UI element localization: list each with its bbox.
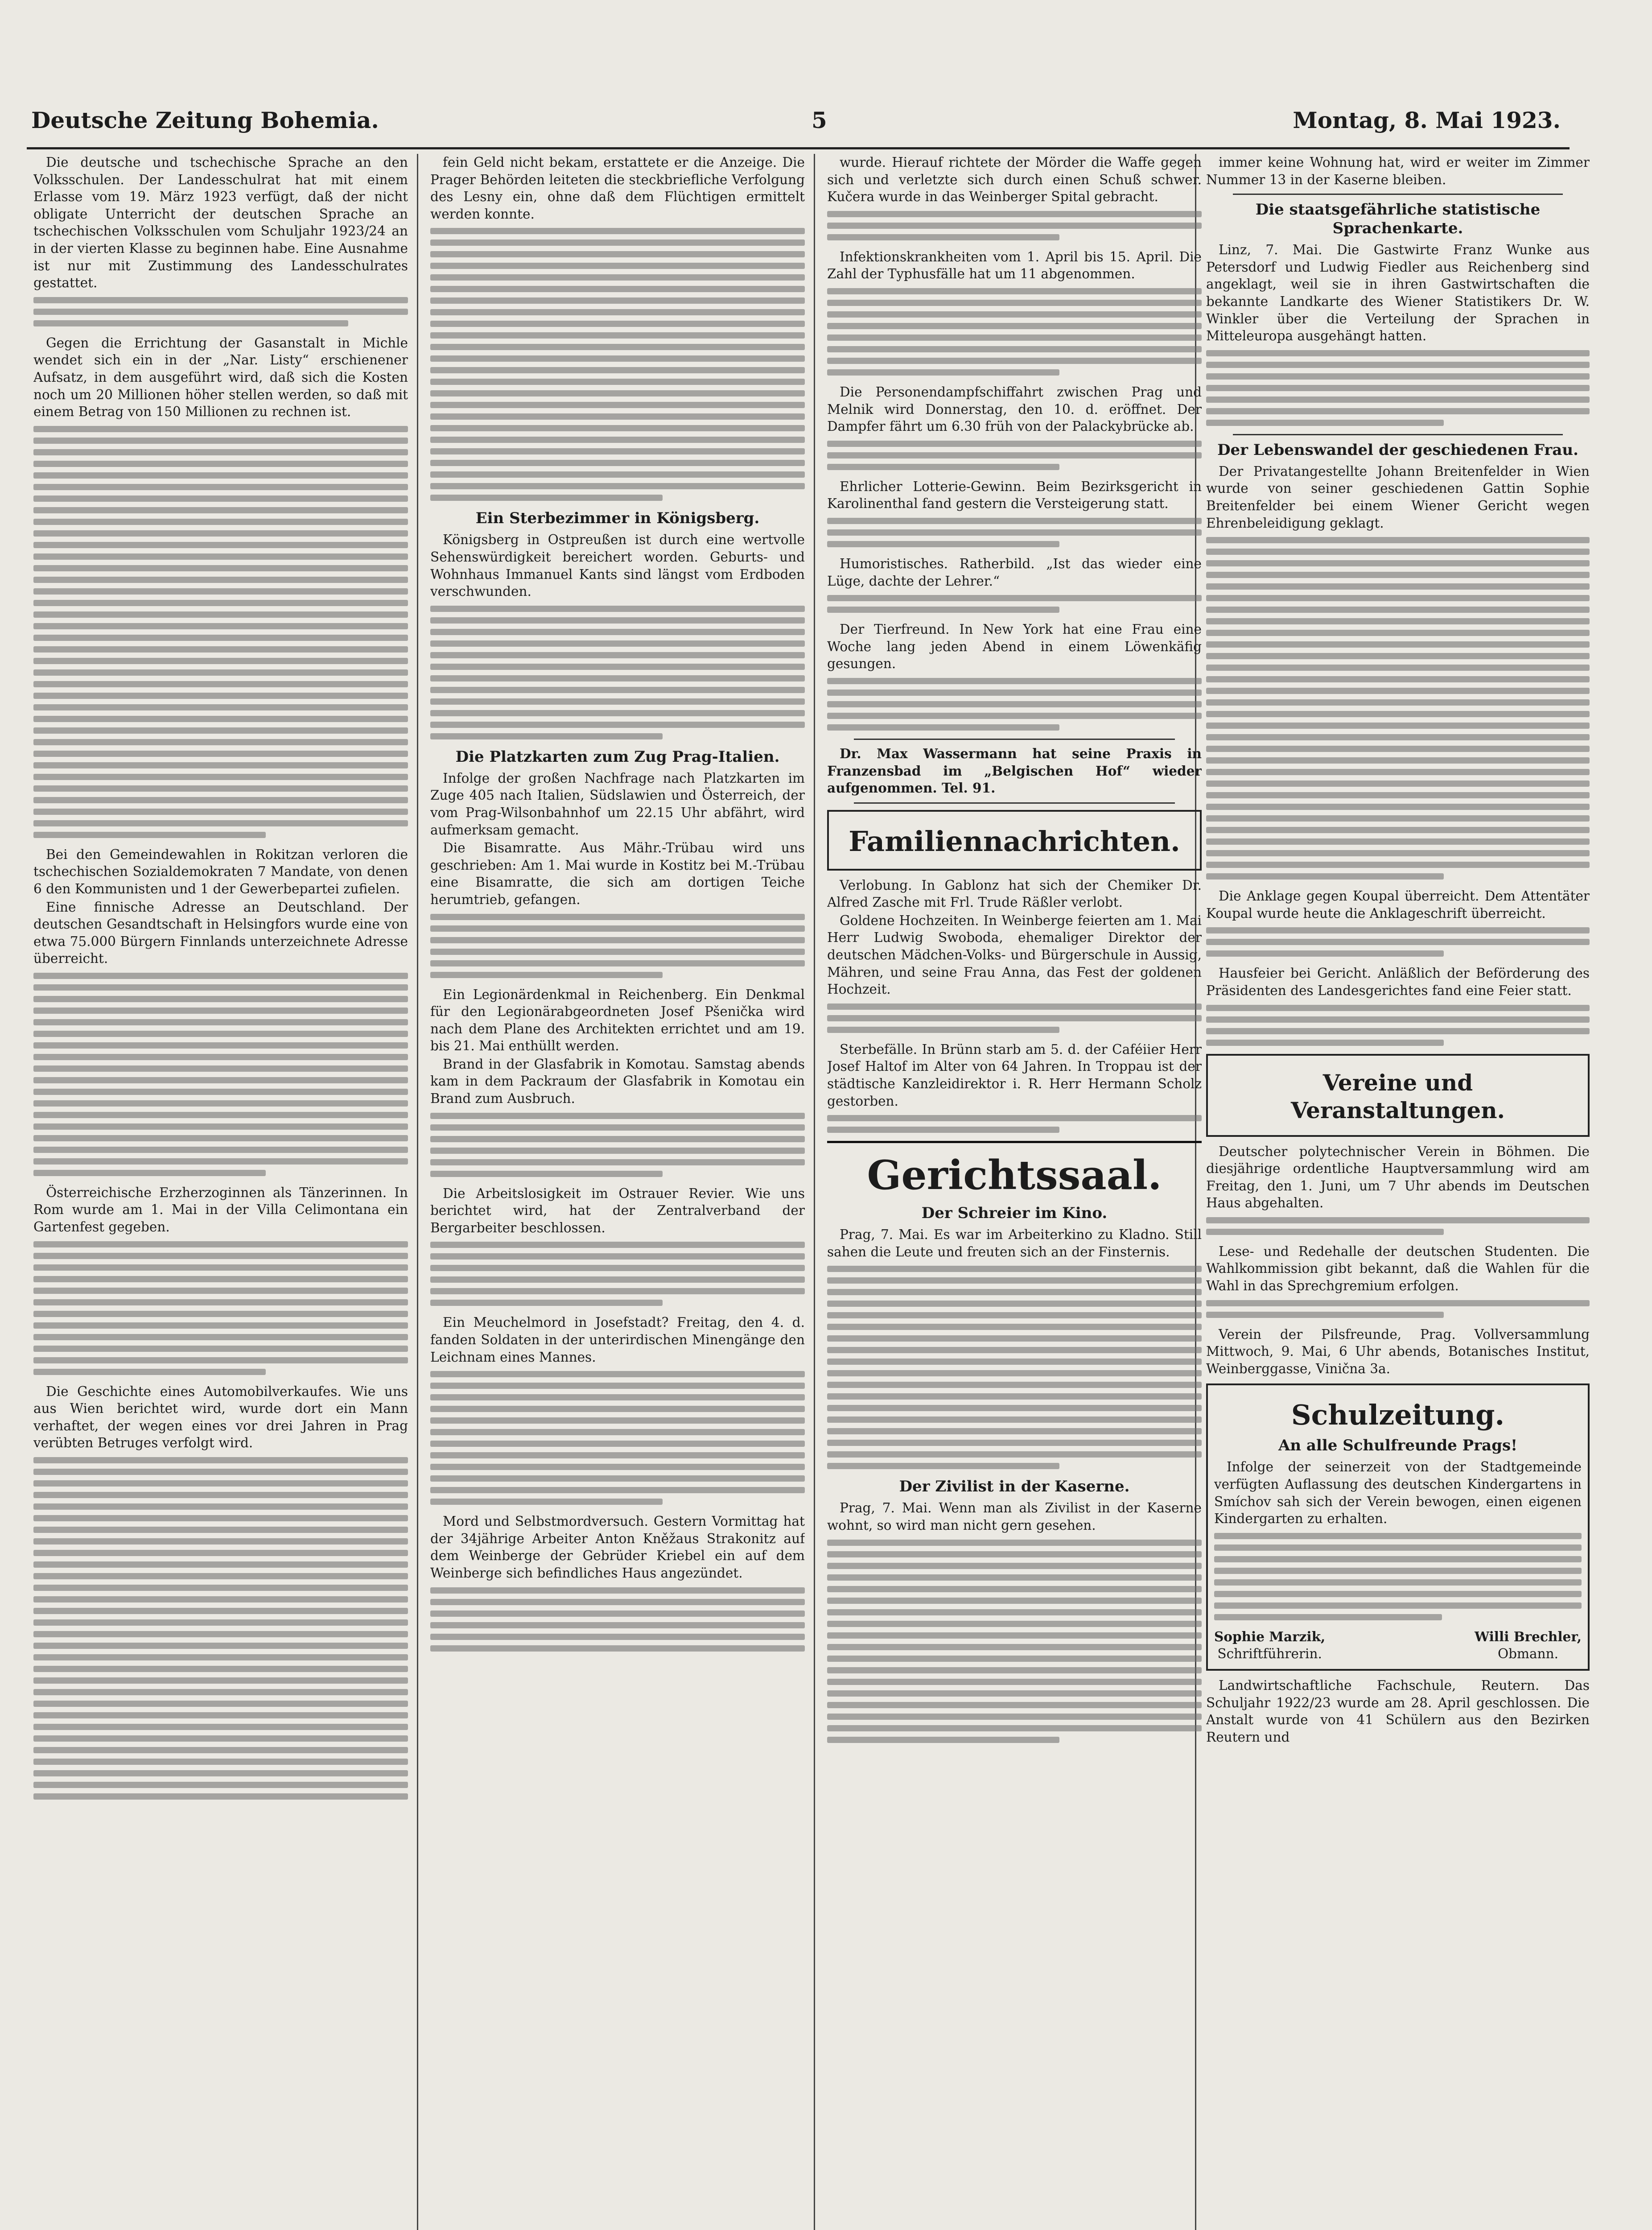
divider <box>1233 434 1563 435</box>
article-paragraph: Österreichische Erzherzoginnen als Tänzerinnen. In Rom wurde am 1. Mai in der Villa Celimontana ein Gartenfest gegeben. <box>33 1185 408 1235</box>
article-paragraph: Gegen die Errichtung der Gasanstalt in Michle wendet sich ein in der „Nar. Listy“ erschienener Aufsatz, in dem ausgeführt wird, daß sich die Kosten noch um 20 Millionen höher stellen werden, so daß mit einem Betrag von 150 Millionen zu rechnen ist. <box>33 335 408 420</box>
article-heading: Der Schreier im Kino. <box>921 1204 1108 1222</box>
article-paragraph: Die Geschichte eines Automobilverkaufes. Wie uns aus Wien berichtet wird, wurde dort ein Mann verhaftet, der wegen eines vor drei Jahren in Prag verübten Betruges verfolgt wird. <box>33 1383 408 1451</box>
article-heading: Ein Sterbezimmer in Königsberg. <box>475 509 760 528</box>
article-paragraph: Die Personendampfschiffahrt zwischen Prag und Melnik wird Donnerstag, den 10. d. eröffnet. Der Dampfer fährt um 6.30 früh von der Palackybrücke ab. <box>827 384 1202 434</box>
column-3 <box>827 154 1202 2230</box>
column-4 <box>1206 154 1590 2230</box>
text-block <box>1206 1217 1590 1235</box>
text-block <box>33 1457 408 1800</box>
divider <box>854 739 1175 740</box>
article-paragraph: Deutscher polytechnischer Verein in Böhmen. Die diesjährige ordentliche Hauptversammlung wird am Freitag, den 1. Juni, um 7 Uhr abends im Deutschen Haus abgehalten. <box>1206 1144 1590 1211</box>
text-block <box>1206 350 1590 426</box>
article-paragraph: Infektionskrankheiten vom 1. April bis 15. April. Die Zahl der Typhusfälle hat um 11 abgenommen. <box>827 249 1202 282</box>
article-paragraph: Brand in der Glasfabrik in Komotau. Samstag abends kam in dem Packraum der Glasfabrik in Komotau ein Brand zum Ausbruch. <box>430 1056 805 1107</box>
signature-role: Schriftführerin. <box>1217 1646 1322 1662</box>
article-paragraph: Die deutsche und tschechische Sprache an den Volksschulen. Der Landesschulrat hat mit einem Erlasse vom 19. März 1923 verfügt, daß der nicht obligate Unterricht der deutschen Sprache an tschechischen Volksschulen vom Schuljahr 1923/24 an in der vierten Klasse zu beginnen habe. Eine Ausnahme ist nur mit Zustimmung des Landesschulrates gestattet. <box>33 155 408 291</box>
article-paragraph: Prag, 7. Mai. Es war im Arbeiterkino zu Kladno. Still sahen die Leute und freuten sich an der Finsternis. <box>827 1227 1202 1260</box>
article-paragraph: wurde. Hierauf richtete der Mörder die Waffe gegen sich und verletzte sich durch einen Schuß schwer. Kučera wurde in das Weinberger Spital gebracht. <box>827 155 1202 205</box>
article-heading: Der Lebenswandel der geschiedenen Frau. <box>1217 441 1578 459</box>
article-paragraph: Verlobung. In Gablonz hat sich der Chemiker Dr. Alfred Zasche mit Frl. Trude Räßler verlobt. <box>827 877 1202 910</box>
article-paragraph: Prag, 7. Mai. Wenn man als Zivilist in der Kaserne wohnt, so wird man nicht gern gesehen. <box>827 1500 1202 1533</box>
article-paragraph: Der Tierfreund. In New York hat eine Frau eine Woche lang jeden Abend in einem Löwenkäfig gesungen. <box>827 622 1202 672</box>
text-block <box>827 1540 1202 1743</box>
signatures <box>1214 1628 1582 1663</box>
newspaper-title: Deutsche Zeitung Bohemia. <box>31 107 379 133</box>
article-paragraph: Humoristisches. Ratherbild. „Ist das wieder eine Lüge, dachte der Lehrer.“ <box>827 556 1202 589</box>
text-block <box>33 1241 408 1375</box>
page-number: 5 <box>812 107 827 133</box>
article-paragraph: Ehrlicher Lotterie-Gewinn. Beim Bezirksgericht in Karolinenthal fand gestern die Versteigerung statt. <box>827 479 1202 512</box>
article-paragraph: Verein der Pilsfreunde, Prag. Vollversammlung Mittwoch, 9. Mai, 6 Uhr abends, Botanisches Institut, Weinberggasse, Vinična 3a. <box>1206 1326 1590 1376</box>
text-block <box>1206 1005 1590 1046</box>
section-heading: Gerichtssaal. <box>867 1152 1162 1199</box>
article-paragraph: Eine finnische Adresse an Deutschland. Der deutschen Gesandtschaft in Helsingfors wurde eine von etwa 75.000 Bürgern Finnlands unterzeichnete Adresse überreicht. <box>33 899 408 966</box>
section-heading: Schulzeitung. <box>1291 1399 1505 1432</box>
text-block <box>430 228 805 501</box>
divider <box>854 802 1175 804</box>
article-paragraph: Die Arbeitslosigkeit im Ostrauer Revier. Wie uns berichtet wird, hat der Zentralverband der Bergarbeiter beschlossen. <box>430 1185 805 1235</box>
text-block <box>1206 537 1590 880</box>
text-block <box>827 1266 1202 1469</box>
article-heading: Der Zivilist in der Kaserne. <box>899 1478 1130 1496</box>
text-block <box>430 914 805 978</box>
column-1 <box>33 154 408 2230</box>
article-paragraph: Hausfeier bei Gericht. Anläßlich der Beförderung des Präsidenten des Landesgerichtes fand eine Feier statt. <box>1206 966 1590 998</box>
page-header <box>31 107 1561 143</box>
events-box <box>1206 1054 1590 1137</box>
text-block <box>33 973 408 1176</box>
text-block <box>827 1004 1202 1033</box>
article-paragraph: Mord und Selbstmordversuch. Gestern Vormittag hat der 34jährige Arbeiter Anton Kněžaus Strakonitz auf dem Weinberge der Gebrüder Kriebel ein auf dem Weinberge sich befindliches Haus angezündet. <box>430 1514 805 1581</box>
text-block <box>1206 1300 1590 1318</box>
text-block <box>33 297 408 326</box>
divider <box>827 1141 1202 1143</box>
divider <box>1233 194 1563 195</box>
article-paragraph: Lese- und Redehalle der deutschen Studenten. Die Wahlkommission gibt bekannt, daß die Wahlen für die Wahl in das Sprechgremium erfolgen. <box>1206 1243 1590 1294</box>
article-paragraph: Ein Legionärdenkmal in Reichenberg. Ein Denkmal für den Legionärabgeordneten Josef Pšenička wird nach dem Plane des Architekten errichtet und am 19. bis 21. Mai enthüllt werden. <box>430 987 805 1054</box>
text-block <box>1214 1533 1582 1620</box>
article-paragraph: Die Anklage gegen Koupal überreicht. Dem Attentäter Koupal wurde heute die Anklageschrift überreicht. <box>1206 888 1590 921</box>
article-paragraph: Linz, 7. Mai. Die Gastwirte Franz Wunke aus Petersdorf und Ludwig Fiedler aus Reichenberg sind angeklagt, weil sie in ihren Gastwirtschaften die bekannte Landkarte des Wiener Statistikers Dr. W. Winkler über die Verteilung der Sprachen in Mitteleuropa ausgehängt hatten. <box>1206 242 1590 344</box>
text-block <box>430 1371 805 1505</box>
article-paragraph: Der Privatangestellte Johann Breitenfelder in Wien wurde von seiner geschiedenen Gattin Sophie Breitenfelder bei einem Wiener Gericht wegen Ehrenbeleidigung geklagt. <box>1206 463 1590 531</box>
article-paragraph: Ein Meuchelmord in Josefstadt? Freitag, den 4. d. fanden Soldaten in der unterirdischen Minengänge den Leichnam eines Mannes. <box>430 1315 805 1365</box>
article-paragraph: Die Bisamratte. Aus Mähr.-Trübau wird uns geschrieben: Am 1. Mai wurde in Kostitz bei M.-Trübau eine Bisamratte, die sich am dortigen Teiche herumtrieb, gefangen. <box>430 840 805 907</box>
text-block <box>827 288 1202 376</box>
text-block <box>430 1587 805 1652</box>
text-block <box>1206 927 1590 957</box>
family-news-box <box>827 810 1202 871</box>
article-heading: An alle Schulfreunde Prags! <box>1278 1437 1518 1455</box>
issue-date: Montag, 8. Mai 1923. <box>1293 107 1561 133</box>
text-block <box>827 678 1202 731</box>
header-rule <box>27 147 1570 149</box>
article-paragraph: Landwirtschaftliche Fachschule, Reutern. Das Schuljahr 1922/23 wurde am 28. April geschlossen. Die Anstalt wurde von 41 Schülern aus den Bezirken Reutern und <box>1206 1678 1590 1745</box>
text-block <box>430 606 805 739</box>
school-news-box <box>1206 1383 1590 1671</box>
text-block <box>827 595 1202 613</box>
section-heading: Vereine und Veranstaltungen. <box>1290 1069 1505 1123</box>
text-block <box>430 1242 805 1306</box>
signature-name: Willi Brechler, <box>1474 1628 1582 1644</box>
text-block <box>827 441 1202 470</box>
article-heading: Die staatsgefährliche statistische Sprachenkarte. <box>1255 201 1541 238</box>
column-divider <box>417 154 418 2230</box>
article-paragraph: Goldene Hochzeiten. In Weinberge feierten am 1. Mai Herr Ludwig Swoboda, ehemaliger Direktor der deutschen Mädchen-Volks- und Bürgerschule in Aussig, Mähren, und seine Frau Anna, das Fest der goldenen Hochzeit. <box>827 913 1202 997</box>
article-paragraph: immer keine Wohnung hat, wird er weiter im Zimmer Nummer 13 in der Kaserne bleiben. <box>1206 155 1590 187</box>
text-block <box>827 1115 1202 1133</box>
text-block <box>827 211 1202 240</box>
article-heading: Die Platzkarten zum Zug Prag-Italien. <box>455 747 780 766</box>
text-block <box>430 1113 805 1177</box>
article-paragraph: Bei den Gemeindewahlen in Rokitzan verloren die tschechischen Sozialdemokraten 7 Mandate, von denen 6 den Kommunisten und 1 der Gewerbepartei zufielen. <box>33 847 408 896</box>
section-heading: Familiennachrichten. <box>849 825 1180 858</box>
article-paragraph: Sterbefälle. In Brünn starb am 5. d. der Caféiier Herr Josef Haltof im Alter von 64 Jahren. In Troppau ist der städtische Kanzleidirektor i. R. Herr Hermann Scholz gestorben. <box>827 1041 1202 1109</box>
article-paragraph: Infolge der seinerzeit von der Stadtgemeinde verfügten Auflassung des deutschen Kindergartens in Smíchov sah sich der Verein bewogen, einen eigenen Kindergarten zu erhalten. <box>1214 1459 1582 1527</box>
text-block <box>33 426 408 838</box>
signature-name: Sophie Marzik, <box>1214 1628 1326 1644</box>
article-paragraph: fein Geld nicht bekam, erstattete er die Anzeige. Die Prager Behörden leiteten die steckbriefliche Verfolgung des Lesny ein, ohne daß dem Flüchtigen ermittelt werden konnte. <box>430 155 805 222</box>
signature-role: Obmann. <box>1497 1646 1558 1662</box>
column-divider <box>814 154 815 2230</box>
notice-text: Dr. Max Wassermann hat seine Praxis in Franzensbad im „Belgischen Hof“ wieder aufgenommen. Tel. 91. <box>827 745 1202 796</box>
text-block <box>827 518 1202 547</box>
article-paragraph: Königsberg in Ostpreußen ist durch eine wertvolle Sehenswürdigkeit bereichert worden. Geburts- und Wohnhaus Immanuel Kants sind längst vom Erdboden verschwunden. <box>430 532 805 599</box>
article-paragraph: Infolge der großen Nachfrage nach Platzkarten im Zuge 405 nach Italien, Südslawien und Österreich, der vom Prag-Wilsonbahnhof um 22.15 Uhr abfährt, wird aufmerksam gemacht. <box>430 770 805 838</box>
column-2 <box>430 154 805 2230</box>
